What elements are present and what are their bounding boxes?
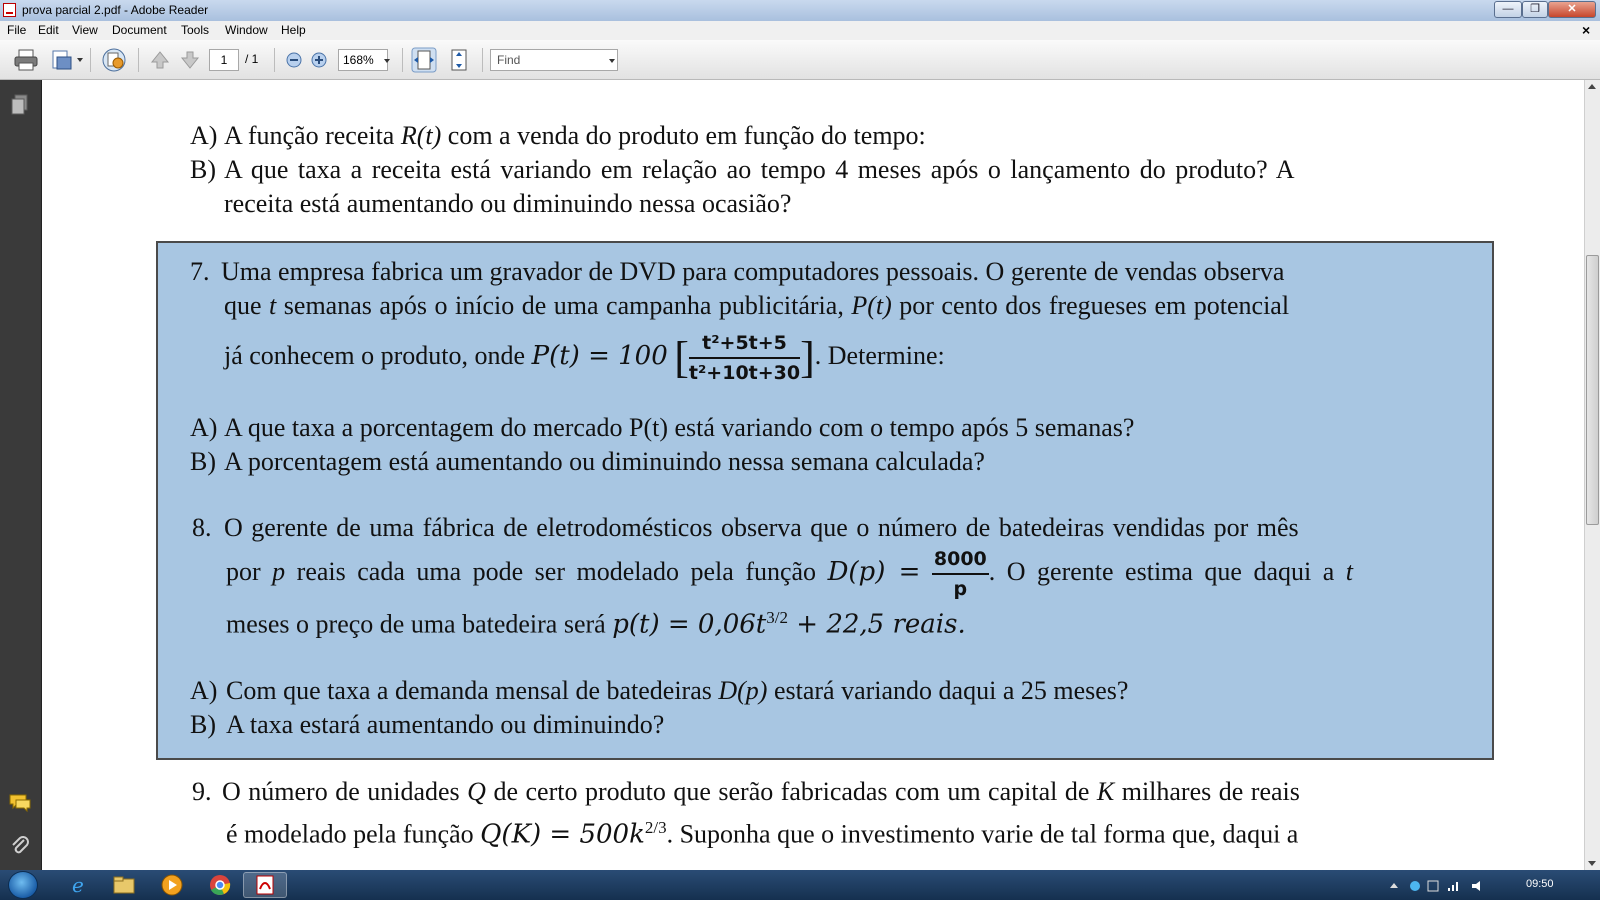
close-window-button[interactable]: ✕ bbox=[1548, 1, 1596, 18]
page-number-input[interactable]: 1 bbox=[209, 49, 239, 71]
q6-b-line2: receita está aumentando ou diminuindo nessa ocasião? bbox=[224, 189, 792, 218]
q6-b-label: B) bbox=[190, 155, 216, 184]
fit-page-icon[interactable] bbox=[447, 48, 471, 72]
fit-width-icon[interactable] bbox=[411, 47, 437, 73]
menu-view[interactable]: View bbox=[72, 23, 98, 37]
menu-help[interactable]: Help bbox=[281, 23, 306, 37]
zoom-select[interactable]: 168% bbox=[338, 49, 388, 71]
attachments-icon[interactable] bbox=[10, 835, 30, 857]
q7-line3: já conhecem o produto, onde P(t) = 100 [ $\frac{\text{t²+5t+5}}{\text{t²+10t+30}}$ ]. Determine: bbox=[224, 326, 945, 386]
menu-document[interactable]: Document bbox=[112, 23, 167, 37]
print-dropdown-icon[interactable] bbox=[50, 49, 74, 71]
media-player-icon[interactable] bbox=[160, 872, 184, 898]
menu-tools[interactable]: Tools bbox=[181, 23, 210, 37]
document-area bbox=[42, 80, 1584, 870]
q8-fraction: $\frac{8000}{p}$ bbox=[932, 545, 989, 603]
toolbar bbox=[0, 40, 1600, 80]
title-bar bbox=[0, 0, 1600, 21]
page-down-icon[interactable] bbox=[180, 50, 200, 70]
q8-a-text: Com que taxa a demanda mensal de batedeiras D(p) estará variando daqui a 25 meses? bbox=[226, 676, 1129, 705]
q6-a-text: A função receita R(t) com a venda do produto em função do tempo: bbox=[224, 121, 926, 150]
chevron-down-icon[interactable] bbox=[77, 58, 83, 62]
collaborate-icon[interactable] bbox=[101, 47, 127, 73]
q8-line1: O gerente de uma fábrica de eletrodomésticos observa que o número de batedeiras vendidas por mês bbox=[224, 513, 1299, 542]
zoom-out-icon[interactable] bbox=[286, 52, 302, 68]
maximize-button[interactable]: ❐ bbox=[1522, 1, 1548, 18]
window-title: prova parcial 2.pdf - Adobe Reader bbox=[22, 3, 209, 17]
vertical-scrollbar[interactable] bbox=[1584, 80, 1600, 870]
pdf-page bbox=[42, 80, 1584, 870]
chrome-icon[interactable] bbox=[208, 872, 232, 898]
print-icon[interactable] bbox=[14, 49, 38, 71]
find-input[interactable]: Find bbox=[490, 49, 618, 71]
q7-b-text: A porcentagem está aumentando ou diminuindo nessa semana calculada? bbox=[224, 447, 985, 476]
comments-icon[interactable] bbox=[8, 793, 32, 813]
clock[interactable]: 09:50 bbox=[1526, 878, 1554, 890]
scroll-down-icon[interactable] bbox=[1588, 861, 1596, 866]
acrobat-icon bbox=[3, 3, 16, 17]
menu-bar bbox=[0, 21, 1600, 40]
taskbar bbox=[0, 870, 1600, 900]
explorer-icon[interactable] bbox=[112, 872, 136, 898]
page-up-icon[interactable] bbox=[150, 50, 170, 70]
q8-b-text: A taxa estará aumentando ou diminuindo? bbox=[226, 710, 665, 739]
page-total: / 1 bbox=[245, 52, 259, 66]
acrobat-taskbar-icon bbox=[255, 875, 275, 895]
q6-a-label: A) bbox=[190, 121, 218, 150]
q8-a-label: A) bbox=[190, 676, 218, 705]
q9-line2: é modelado pela função $Q(K) = 500k^{2/3}$. Suponha que o investimento varie de tal forma que, daqui a bbox=[226, 818, 1299, 850]
system-tray[interactable] bbox=[1388, 878, 1518, 894]
q7-b-label: B) bbox=[190, 447, 216, 476]
navigation-pane bbox=[0, 80, 42, 870]
ie-icon[interactable] bbox=[68, 872, 90, 898]
q9-line1: O número de unidades Q de certo produto que serão fabricadas com um capital de K milhares de reais bbox=[222, 777, 1300, 806]
q7-a-text: A que taxa a porcentagem do mercado P(t) está variando com o tempo após 5 semanas? bbox=[224, 413, 1135, 442]
close-document-button[interactable]: × bbox=[1582, 22, 1591, 38]
menu-window[interactable]: Window bbox=[225, 23, 268, 37]
pages-panel-icon[interactable] bbox=[10, 94, 30, 116]
windows-start-icon[interactable] bbox=[8, 871, 38, 899]
minimize-button[interactable]: — bbox=[1494, 1, 1522, 18]
q9-number: 9. bbox=[192, 777, 212, 806]
q8-b-label: B) bbox=[190, 710, 216, 739]
q6-b-line1: A que taxa a receita está variando em relação ao tempo 4 meses após o lançamento do produto? A bbox=[224, 155, 1295, 184]
q8-number: 8. bbox=[192, 513, 212, 542]
svg-text:e: e bbox=[72, 873, 84, 897]
q8-line2: por p reais cada uma pode ser modelado pela função D(p) = $\frac{8000}{p}$ . O gerente estima que daqui a t bbox=[226, 542, 1353, 602]
q7-line2: que t semanas após o início de uma campanha publicitária, P(t) por cento dos fregueses em potencial bbox=[224, 291, 1290, 320]
scrollbar-thumb[interactable] bbox=[1586, 255, 1599, 525]
q8-line3: meses o preço de uma batedeira será $p(t) = 0,06t^{3/2} + 22,5$ reais. bbox=[226, 608, 966, 640]
taskbar-adobe-reader[interactable] bbox=[243, 872, 287, 898]
q7-fraction: $\frac{\text{t²+5t+5}}{\text{t²+10t+30}}$ bbox=[689, 329, 800, 387]
find-dropdown-icon[interactable] bbox=[609, 59, 615, 63]
zoom-dropdown-icon[interactable] bbox=[384, 59, 390, 63]
menu-file[interactable]: File bbox=[7, 23, 27, 37]
q7-number: 7. bbox=[190, 257, 210, 286]
q7-line1: Uma empresa fabrica um gravador de DVD para computadores pessoais. O gerente de vendas observa bbox=[221, 257, 1285, 286]
menu-edit[interactable]: Edit bbox=[38, 23, 59, 37]
zoom-in-icon[interactable] bbox=[311, 52, 327, 68]
scroll-up-icon[interactable] bbox=[1588, 84, 1596, 89]
q7-a-label: A) bbox=[190, 413, 218, 442]
